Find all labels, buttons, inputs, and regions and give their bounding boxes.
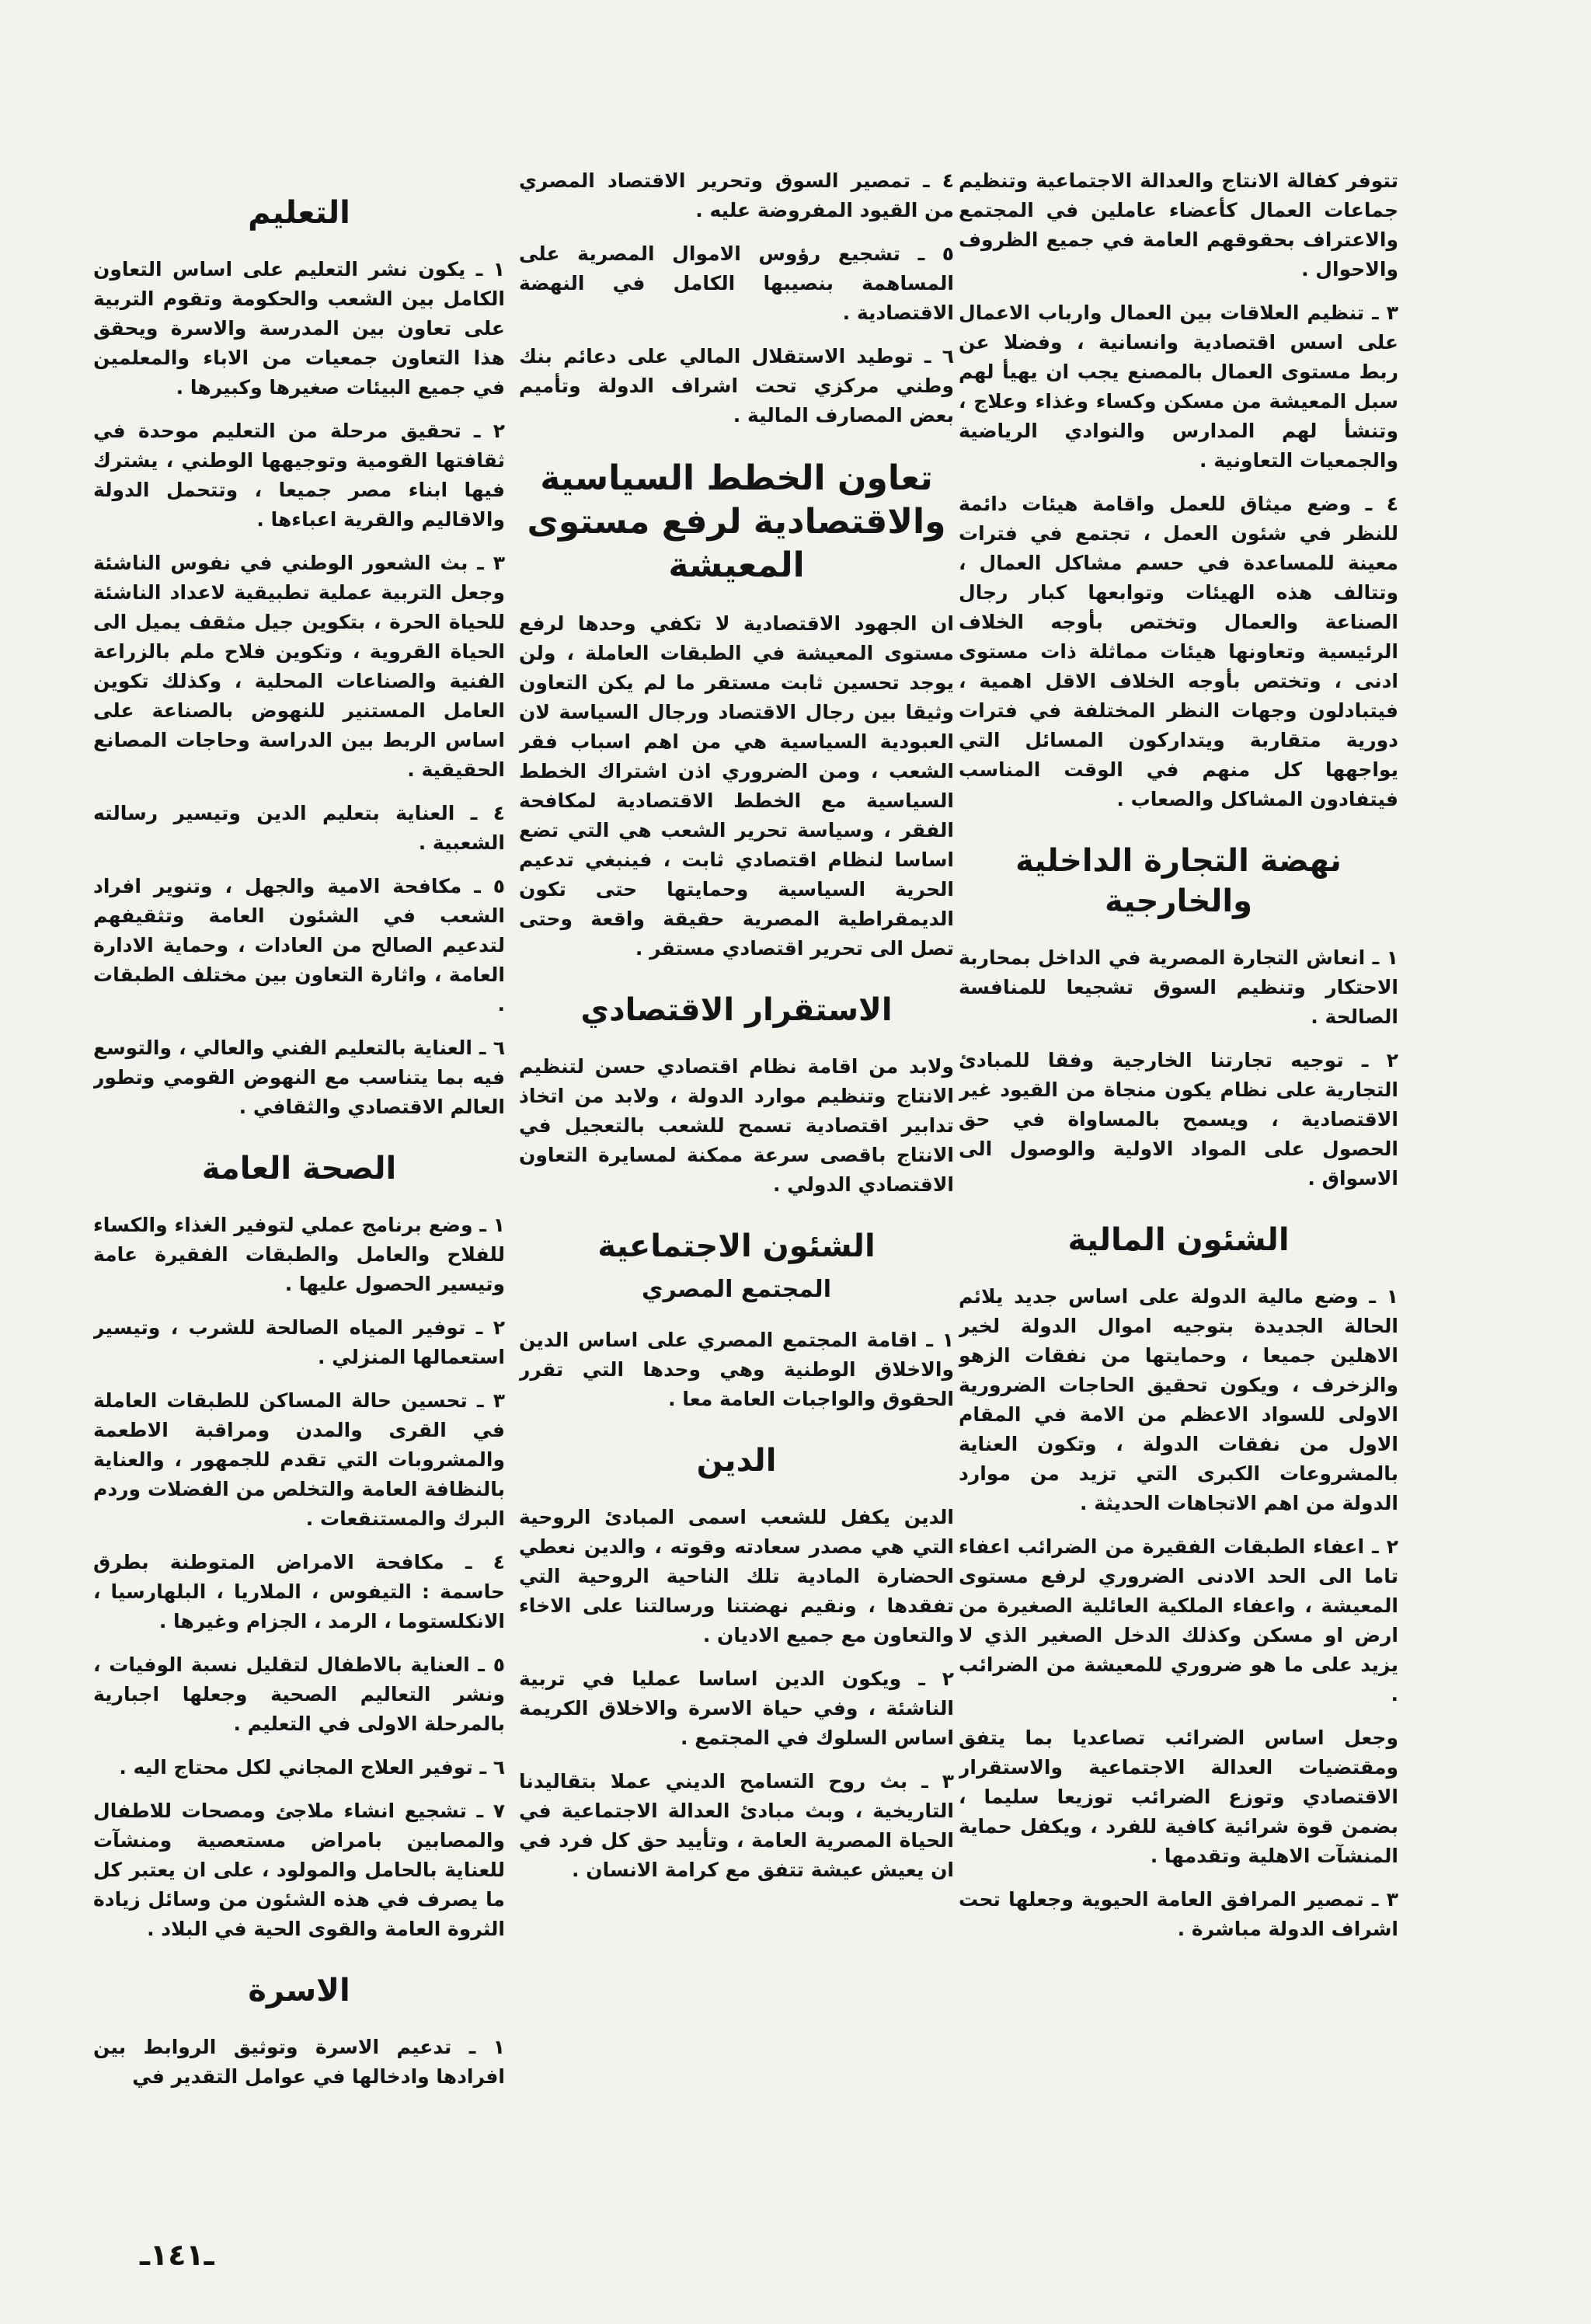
section-heading: الشئون المالية [1067, 1222, 1290, 1258]
paragraph: ١ ـ يكون نشر التعليم على اساس التعاون الكامل بين الشعب والحكومة وتقوم التربية على تعاون بين المدرسة والاسرة ويحقق هذا التعاون جمعيات من الاباء والمعلمين في جميع البيئات صغيرها وكبيرها . [93, 258, 505, 399]
paragraph: ٧ ـ تشجيع انشاء ملاجئ ومصحات للاطفال والمصابين بامراض مستعصية ومنشآت للعناية بالحامل والمولود ، على ان يعتبر كل ما يصرف في هذه الشئون من وسائل زيادة الثروة العامة والقوى الحية في البلاد . [93, 1800, 505, 1940]
paragraph: ٢ ـ توفير المياه الصالحة للشرب ، وتيسير استعمالها المنزلي . [93, 1316, 505, 1368]
paragraph: الدين يكفل للشعب اسمى المبادئ الروحية التي هي مصدر سعادته وقوته ، والدين نعطي الحضارة المادية تلك الناحية الروحية التي تفقدها ، ونقيم نهضتنا ورسالتنا على الاخاء والتعاون مع جميع الاديان . [519, 1506, 954, 1646]
paragraph: ١ ـ انعاش التجارة المصرية في الداخل بمحاربة الاحتكار وتنظيم السوق تشجيعا للمنافسة الصالحة . [959, 946, 1398, 1028]
section-heading: الدين [696, 1443, 777, 1479]
section-heading: التعليم [248, 195, 350, 231]
paragraph: ٤ ـ مكافحة الامراض المتوطنة بطرق حاسمة : التيفوس ، الملاريا ، البلهارسيا ، الانكلستوما ، الرمد ، الجزام وغيرها . [93, 1551, 505, 1632]
paragraph: ٦ ـ العناية بالتعليم الفني والعالي ، والتوسع فيه بما يتناسب مع النهوض القومي وتطور العالم الاقتصادي والثقافي . [93, 1037, 505, 1118]
paragraph: ٢ ـ توجيه تجارتنا الخارجية وفقا للمبادئ التجارية على نظام يكون منجاة من القيود غير الاقتصادية ، ويسمح بالمساواة في حق الحصول على المواد الاولية والوصول الى الاسواق . [959, 1049, 1398, 1190]
column-left [93, 166, 505, 2249]
paragraph: ٣ ـ تحسين حالة المساكن للطبقات العاملة في القرى والمدن ومراقبة الاطعمة والمشروبات التي تقدم للجمهور ، والعناية بالنظافة العامة والتخلص من الفضلات وردم البرك والمستنقعات . [93, 1389, 505, 1530]
paragraph: ٤ ـ وضع ميثاق للعمل واقامة هيئات دائمة للنظر في شئون العمل ، تجتمع في فترات معينة للمساعدة في حسم مشاكل العمال ، وتتالف هذه الهيئات وتوابعها كبار رجال الصناعة والعمال وتختص بأوجه الخلاف الرئيسية وتعاونها هيئات مماثلة ذات مستوى ادنى ، وتختص بأوجه الخلاف الاقل اهمية ، فيتبادلون وجهات النظر المختلفة في فترات دورية متقاربة ويتداركون المسائل التي يواجهها كل منهم في الوقت المناسب فيتفادون المشاكل والصعاب . [959, 493, 1398, 810]
paragraph: ٣ ـ تنظيم العلاقات بين العمال وارباب الاعمال على اسس اقتصادية وانسانية ، وفضلا عن ربط مستوى العمال بالمصنع يجب ان يهيأ لهم سبل المعيشة من مسكن وكساء وغذاء وعلاج ، وتنشأ لهم المدارس والنوادي الرياضية والجمعيات التعاونية . [959, 301, 1398, 472]
section-heading: نهضة التجارة الداخلية والخارجية [1015, 843, 1342, 919]
section-heading: الشئون الاجتماعية [597, 1228, 876, 1264]
column-middle [519, 166, 954, 2249]
column-right [959, 166, 1398, 2249]
paragraph: ٦ ـ توفير العلاج المجاني لكل محتاج اليه . [119, 1756, 505, 1779]
paragraph: ٢ ـ تحقيق مرحلة من التعليم موحدة في ثقافتها القومية وتوجيهها الوطني ، يشترك فيها ابناء مصر جميعا ، وتتحمل الدولة والاقاليم والقرية اعباءها . [93, 420, 505, 531]
section-heading: الاسرة [248, 1973, 350, 2009]
section-heading: الصحة العامة [201, 1151, 397, 1186]
paragraph: ١ ـ تدعيم الاسرة وتوثيق الروابط بين افرادها وادخالها في عوامل التقدير في [93, 2036, 505, 2088]
paragraph: ٤ ـ العناية بتعليم الدين وتيسير رسالته الشعبية . [93, 802, 505, 854]
paragraph: ان الجهود الاقتصادية لا تكفي وحدها لرفع مستوى المعيشة في الطبقات العاملة ، ولن يوجد تحسين ثابت مستقر ما لم يكن التعاون وثيقا بين رجال الاقتصاد ورجال السياسة لان العبودية السياسية هي من اهم اسباب فقر الشعب ، ومن الضروري اذن اشتراك الخطط السياسية مع الخطط الاقتصادية لمكافحة الفقر ، وسياسة تحرير الشعب هي التي تضع اساسا لنظام اقتصادي ثابت ، فينبغي تدعيم الحرية السياسية وحمايتها حتى تكون الديمقراطية المصرية حقيقة واقعة وحتى تصل الى تحرير اقتصادي مستقر . [519, 612, 954, 960]
paragraph: ٣ ـ بث روح التسامح الديني عملا بتقاليدنا التاريخية ، وبث مبادئ العدالة الاجتماعية في الحياة المصرية العامة ، وتأييد حق كل فرد في ان يعيش عيشة تتفق مع كرامة الانسان . [519, 1770, 954, 1881]
page-number: ـ١٤١ـ [140, 2238, 214, 2272]
paragraph: ولابد من اقامة نظام اقتصادي حسن لتنظيم الانتاج وتنظيم موارد الدولة ، ولابد من اتخاذ تدابير اقتصادية تسمح للشعب بالتعجيل في الانتاج باقصى سرعة ممكنة لمسايرة التعاون الاقتصادي الدولي . [519, 1055, 954, 1196]
section-subheading: المجتمع المصري [642, 1276, 831, 1303]
paragraph: ٣ ـ تمصير المرافق العامة الحيوية وجعلها تحت اشراف الدولة مباشرة . [959, 1888, 1398, 1940]
paragraph: تتوفر كفالة الانتاج والعدالة الاجتماعية وتنظيم جماعات العمال كأعضاء عاملين في المجتمع والاعتراف بحقوقهم العامة في جميع الظروف والاحوال . [959, 169, 1398, 280]
paragraph: ٥ ـ مكافحة الامية والجهل ، وتنوير افراد الشعب في الشئون العامة وتثقيفهم لتدعيم الصالح من العادات ، وحماية الادارة العامة ، واثارة التعاون بين مختلف الطبقات . [93, 875, 505, 1016]
paragraph: وجعل اساس الضرائب تصاعديا بما يتفق ومقتضيات العدالة الاجتماعية والاستقرار الاقتصادي وتوزع الضرائب توزيعا سليما ، بضمن قوة شرائية كافية للفرد ، ويكفل حماية المنشآت الاهلية وتقدمها . [959, 1726, 1398, 1867]
paragraph: ٣ ـ بث الشعور الوطني في نفوس الناشئة وجعل التربية عملية تطبيقية لاعداد الناشئة للحياة الحرة ، بتكوين جيل مثقف يميل الى الحياة القروية ، وتكوين فلاح ملم بالزراعة الفنية والصناعات المحلية ، وكذلك تكوين العامل المستنير للنهوض بالصناعة على اساس الربط بين الدراسة وحاجات المصانع الحقيقية . [93, 552, 505, 781]
paragraph: ٥ ـ العناية بالاطفال لتقليل نسبة الوفيات ، ونشر التعاليم الصحية وجعلها اجبارية بالمرحلة الاولى في التعليم . [93, 1653, 505, 1735]
section-heading: الاستقرار الاقتصادي [580, 992, 893, 1028]
paragraph: ١ ـ وضع مالية الدولة على اساس جديد يلائم الحالة الجديدة بتوجيه اموال الدولة لخير الاهلين جميعا ، وحمايتها من نفقات الزهو والزخرف ، ويكون تحقيق الحاجات الضرورية الاولى للسواد الاعظم من الامة في المقام الاول من نفقات الدولة ، وتكون العناية بالمشروعات الكبرى التي تزيد من موارد الدولة من اهم الاتجاهات الحديثة . [959, 1285, 1398, 1514]
section-heading: تعاون الخطط السياسية والاقتصادية لرفع مستوى المعيشة [527, 458, 946, 585]
paragraph: ٢ ـ ويكون الدين اساسا عمليا في تربية الناشئة ، وفي حياة الاسرة والاخلاق الكريمة اساس السلوك في المجتمع . [519, 1667, 954, 1749]
paragraph: ٤ ـ تمصير السوق وتحرير الاقتصاد المصري من القيود المفروضة عليه . [519, 169, 954, 221]
paragraph: ٥ ـ تشجيع رؤوس الاموال المصرية على المساهمة بنصيبها الكامل في النهضة الاقتصادية . [519, 242, 954, 324]
paragraph: ٢ ـ اعفاء الطبقات الفقيرة من الضرائب اعفاء تاما الى الحد الادنى الضروري لرفع مستوى المعيشة ، واعفاء الملكية العائلية الصغيرة من ارض او مسكن وكذلك الدخل الصغير الذي لا يزيد على ما هو ضروري للمعيشة من الضرائب . [959, 1535, 1398, 1706]
paragraph: ١ ـ اقامة المجتمع المصري على اساس الدين والاخلاق الوطنية وهي وحدها التي تقرر الحقوق والواجبات العامة معا . [519, 1329, 954, 1410]
paragraph: ١ ـ وضع برنامج عملي لتوفير الغذاء والكساء للفلاح والعامل والطبقات الفقيرة عامة وتيسير الحصول عليها . [93, 1214, 505, 1295]
paragraph: ٦ ـ توطيد الاستقلال المالي على دعائم بنك وطني مركزي تحت اشراف الدولة وتأميم بعض المصارف المالية . [519, 345, 954, 427]
